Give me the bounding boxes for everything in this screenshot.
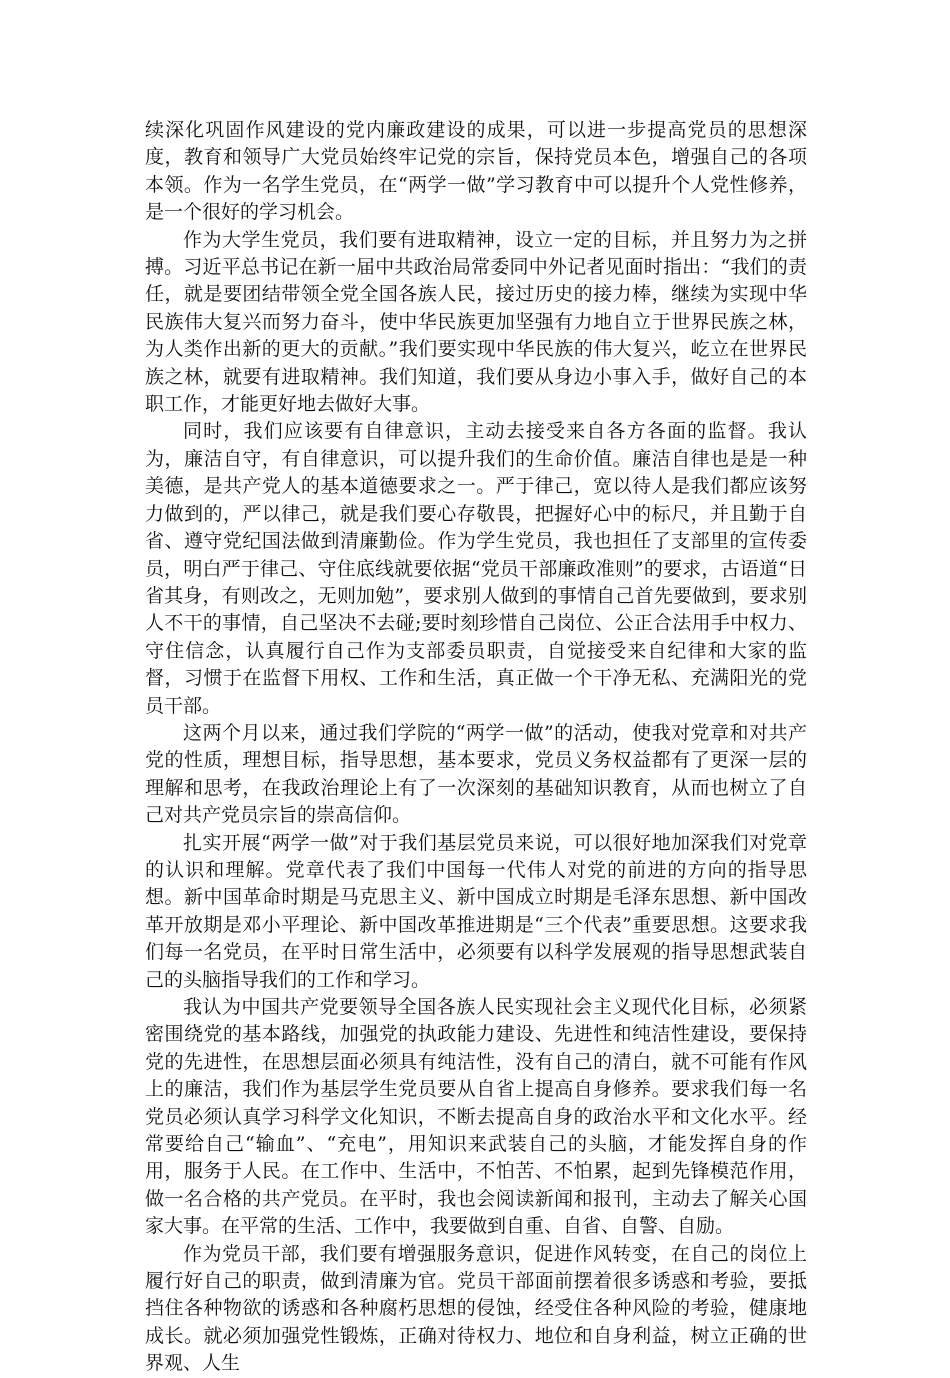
- paragraph-4: 这两个月以来，通过我们学院的“两学一做”的活动，使我对党章和对共产党的性质，理想目标，指导思想，基本要求，党员义务权益都有了更深一层的理解和思考，在我政治理论上有了一次深刻的基础知识教育，从而也树立了自己对共产党员宗旨的崇高信仰。: [145, 721, 807, 827]
- document-page: [145, 117, 807, 1378]
- paragraph-2: 作为大学生党员，我们要有进取精神，设立一定的目标，并且努力为之拼搏。习近平总书记在新一届中共政治局常委同中外记者见面时指出：“我们的责任，就是要团结带领全党全国各族人民，接过历史的接力棒，继续为实现中华民族伟大复兴而努力奋斗，使中华民族更加坚强有力地自立于世界民族之林，为人类作出新的更大的贡献。”我们要实现中华民族的伟大复兴，屹立在世界民族之林，就要有进取精神。我们知道，我们要从身边小事入手，做好自己的本职工作，才能更好地去做好大事。: [145, 228, 807, 416]
- paragraph-7: 作为党员干部，我们要有增强服务意识，促进作风转变，在自己的岗位上履行好自己的职责，做到清廉为官。党员干部面前摆着很多诱惑和考验，要抵挡住各种物欲的诱惑和各种腐朽思想的侵蚀，经受住各种风险的考验，健康地成长。就必须加强党性锻炼，正确对待权力、地位和自身利益，树立正确的世界观、人生: [145, 1242, 807, 1375]
- paragraph-5: 扎实开展“两学一做”对于我们基层党员来说，可以很好地加深我们对党章的认识和理解。党章代表了我们中国每一代伟人对党的前进的方向的指导思想。新中国革命时期是马克思主义、新中国成立时期是毛泽东思想、新中国改革开放期是邓小平理论、新中国改革推进期是“三个代表”重要思想。这要求我们每一名党员，在平时日常生活中，必须要有以科学发展观的指导思想武装自己的头脑指导我们的工作和学习。: [145, 831, 807, 991]
- paragraph-6: 我认为中国共产党要领导全国各族人民实现社会主义现代化目标，必须紧密围绕党的基本路线，加强党的执政能力建设、先进性和纯洁性建设，要保持党的先进性，在思想层面必须具有纯洁性，没有自己的清白，就不可能有作风上的廉洁，我们作为基层学生党员要从自省上提高自身修养。要求我们每一名党员必须认真学习科学文化知识，不断去提高自身的政治水平和文化水平。经常要给自己“输血”、“充电”，用知识来武装自己的头脑，才能发挥自身的作用，服务于人民。在工作中、生活中，不怕苦、不怕累，起到先锋模范作用，做一名合格的共产党员。在平时，我也会阅读新闻和报刊，主动去了解关心国家大事。在平常的生活、工作中，我要做到自重、自省、自警、自励。: [145, 996, 807, 1238]
- paragraph-3: 同时，我们应该要有自律意识，主动去接受来自各方各面的监督。我认为，廉洁自守，有自律意识，可以提升我们的生命价值。廉洁自律也是是一种美德，是共产党人的基本道德要求之一。严于律己，宽以待人是我们都应该努力做到的，严以律己，就是我们要心存敬畏，把握好心中的标尺，并且勤于自省、遵守党纪国法做到清廉勤俭。作为学生党员，我也担任了支部里的宣传委员，明白严于律己、守住底线就要依据“党员干部廉政准则”的要求，古语道“日省其身，有则改之，无则加勉”，要求别人做到的事情自己首先要做到，要求别人不干的事情，自己坚决不去碰;要时刻珍惜自己岗位、公正合法用手中权力、守住信念，认真履行自己作为支部委员职责，自觉接受来自纪律和大家的监督，习惯于在监督下用权、工作和生活，真正做一个干净无私、充满阳光的党员干部。: [145, 420, 807, 717]
- paragraph-1: 续深化巩固作风建设的党内廉政建设的成果，可以进一步提高党员的思想深度，教育和领导广大党员始终牢记党的宗旨，保持党员本色，增强自己的各项本领。作为一名学生党员，在“两学一做”学习教育中可以提升个人党性修养，是一个很好的学习机会。: [145, 119, 807, 224]
